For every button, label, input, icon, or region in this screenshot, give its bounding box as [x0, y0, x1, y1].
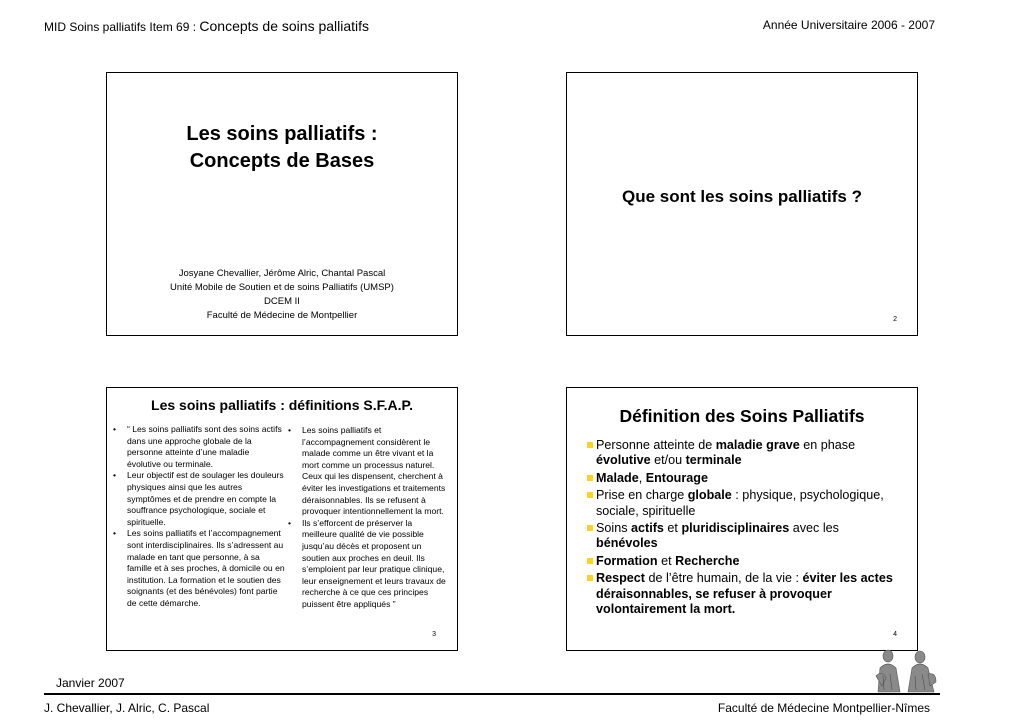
statues-logo: [870, 646, 940, 694]
slide-3-page-number: 3: [432, 631, 436, 638]
bold-text: Entourage: [645, 470, 708, 485]
slide-2: [566, 72, 918, 336]
slide-4-title: Définition des Soins Palliatifs: [619, 406, 865, 426]
text: en phase: [799, 438, 856, 452]
slide-1: [106, 72, 458, 336]
slide-1-unit: Unité Mobile de Soutien et de soins Palliatifs (UMSP): [170, 282, 394, 293]
list-item: • Les soins palliatifs et l’accompagnement sont interdisciplinaires. Ils s’adressent au malade en tant que personne, à sa famille et à ses proches, à domicile ou en institution. La formation et le soutien des soignants (et des bénévoles) font partie de cette démarche.: [113, 528, 285, 608]
text: Soins: [596, 521, 632, 536]
slide-1-authors: Josyane Chevallier, Jérôme Alric, Chantal Pascal: [178, 268, 386, 279]
square-bullet-icon: [587, 492, 593, 498]
list-item: • Ils s’efforcent de préserver la meilleure qualité de vie possible jusqu’au décès et proposent un soutien aux proches en deuil. Ils s’emploient par leur pratique clinique, leur enseignement et leurs travaux de recherche à ce que ces principes puissent être appliqués ”: [288, 517, 446, 609]
statues-icon: [870, 646, 940, 694]
slide-3-right-column: [288, 425, 446, 611]
slide-3: [106, 387, 458, 651]
bold-text: terminale: [685, 453, 742, 468]
header-academic-year: Année Universitaire 2006 - 2007: [762, 18, 935, 32]
bold-text: évolutive: [596, 453, 651, 468]
text: et/ou: [650, 453, 686, 468]
bold-text: bénévoles: [596, 536, 658, 551]
text: de l’être humain, de la vie :: [645, 571, 803, 586]
bullet-icon: •: [288, 425, 292, 435]
slide-2-title: Que sont les soins palliatifs ?: [622, 187, 862, 206]
header-course-title: [44, 18, 369, 34]
text: Prise en charge: [596, 488, 688, 503]
slide-1-level: DCEM II: [264, 296, 300, 307]
list-item: [587, 488, 899, 519]
footer-faculty: Faculté de Médecine Montpellier-Nîmes: [717, 701, 930, 715]
bold-text: Malade: [596, 470, 639, 485]
slide-1-faculty: Faculté de Médecine de Montpellier: [206, 310, 358, 321]
slide-1-title: [107, 121, 457, 175]
header-prefix: MID Soins palliatifs Item 69 :: [44, 20, 200, 34]
text: ,: [638, 470, 646, 485]
slide-1-credits: [107, 267, 457, 323]
slide-4-list: [587, 438, 899, 619]
square-bullet-icon: [587, 575, 593, 581]
header-title: Concepts de soins palliatifs: [199, 18, 370, 34]
list-item: • Les soins palliatifs et l’accompagnement considèrent le malade comme un être vivant et la mort comme un processus naturel. Ceux qui les dispensent, cherchent à éviter les investigations et traitements déraisonnables. Ils se refusent à provoquer intentionnellement la mort.: [288, 425, 446, 517]
footer-divider: [44, 693, 940, 695]
square-bullet-icon: [587, 442, 593, 448]
square-bullet-icon: [587, 475, 593, 481]
square-bullet-icon: [587, 525, 593, 531]
footer-date: Janvier 2007: [56, 676, 125, 690]
list-item: • “ Les soins palliatifs sont des soins actifs dans une approche globale de la personne atteinte d’une maladie évolutive ou terminale.: [113, 424, 282, 469]
slide-3-left-column: [113, 424, 285, 610]
bold-text: actifs: [631, 521, 664, 536]
list-item: [587, 521, 899, 552]
text: avec les: [789, 521, 839, 536]
slide-2-page-number: 2: [893, 316, 897, 323]
slide-1-title-line-2: Concepts de Bases: [189, 150, 375, 172]
list-item: [587, 471, 899, 486]
bullet-icon: •: [113, 470, 117, 481]
slide-4: [566, 387, 918, 651]
bold-text: Recherche: [675, 553, 740, 568]
slide-3-title: Les soins palliatifs : définitions S.F.A.P.: [151, 397, 413, 413]
bold-text: maladie grave: [715, 438, 800, 452]
list-item: [587, 571, 899, 617]
bullet-icon: •: [113, 424, 117, 434]
list-item: • Leur objectif est de soulager les douleurs physiques ainsi que les autres symptômes et de prendre en compte la souffrance psychologique, sociale et spirituelle.: [113, 470, 284, 527]
text: et: [657, 553, 676, 568]
bullet-icon: •: [288, 517, 292, 528]
list-item: [587, 438, 899, 469]
text: et: [663, 521, 682, 536]
text: : physique, psychologique, sociale, spirituelle: [596, 488, 884, 518]
text: Personne atteinte de: [596, 438, 716, 452]
bold-text: pluridisciplinaires: [681, 521, 790, 536]
footer-authors: J. Chevallier, J. Alric, C. Pascal: [44, 701, 210, 715]
slide-1-title-line-1: Les soins palliatifs :: [186, 123, 378, 145]
bold-text: Respect: [596, 571, 645, 586]
slide-4-page-number: 4: [893, 631, 897, 638]
square-bullet-icon: [587, 558, 593, 564]
bold-text: Formation: [596, 553, 658, 568]
list-item: [587, 554, 899, 569]
bullet-icon: •: [113, 528, 117, 539]
bold-text: globale: [687, 488, 732, 503]
bold-text: éviter les actes déraisonnables, se refuser à provoquer volontairement la mort.: [596, 571, 893, 617]
